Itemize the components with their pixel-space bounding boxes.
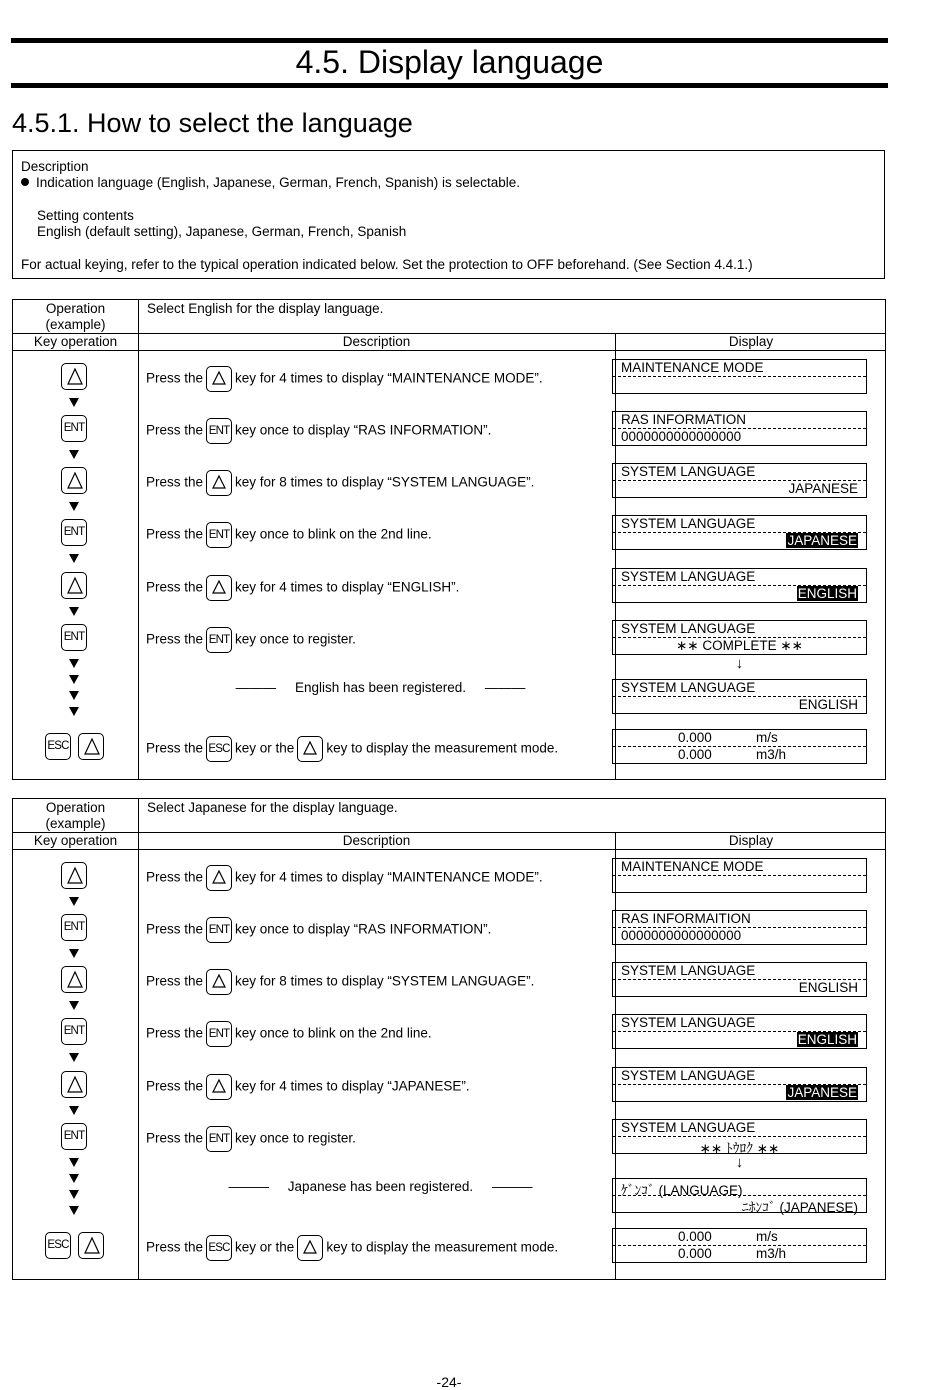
step-text: Press the — [146, 526, 204, 542]
lcd-measurement-display — [612, 1228, 867, 1263]
registered-message — [146, 680, 615, 695]
step-text: key or the — [235, 1239, 295, 1255]
step-text: Press the — [146, 1130, 204, 1146]
lcd-value: ENGLISH — [798, 697, 858, 712]
step-text: Press the — [146, 631, 204, 647]
step-description — [146, 366, 543, 392]
down-arrow-icon — [69, 1190, 79, 1199]
down-arrow-icon — [69, 607, 79, 616]
measured-unit: m3/h — [756, 1246, 787, 1261]
step-description — [146, 736, 558, 762]
up-key-icon — [61, 1071, 87, 1098]
measured-value: 0.000 — [678, 730, 712, 745]
lcd-transition-arrow: ↓ — [735, 1154, 744, 1171]
down-arrow-icon — [69, 707, 79, 716]
esc-key-icon: ESC — [45, 733, 71, 760]
inline-up-key-icon — [206, 366, 232, 392]
setting-heading: Setting contents — [37, 208, 134, 223]
down-arrow-icon — [69, 1053, 79, 1062]
lcd-line-2 — [799, 980, 858, 995]
lcd-line-2 — [786, 533, 858, 548]
lcd-value: ENGLISH — [798, 980, 858, 995]
inline-ent-key-icon: ENT — [206, 418, 232, 444]
step-text: Press the — [146, 740, 204, 756]
lcd-line-2 — [621, 928, 741, 943]
lcd-line-1: SYSTEM LANGUAGE — [621, 516, 756, 531]
down-arrow-icon — [69, 691, 79, 700]
key-operation-header: Key operation — [33, 334, 118, 349]
inline-ent-key-icon: ENT — [206, 917, 232, 943]
step-description — [146, 1021, 432, 1047]
lcd-value: ∗∗ COMPLETE ∗∗ — [675, 638, 803, 653]
lcd-line-2 — [799, 697, 858, 712]
down-arrow-icon — [69, 1174, 79, 1183]
description-bullet: Indication language (English, Japanese, German, French, Spanish) is selectable. — [21, 175, 520, 190]
step-text: key to display the measurement mode. — [326, 740, 559, 756]
step-text: ——— — [491, 1179, 533, 1194]
lcd-display — [612, 620, 867, 655]
lcd-value: JAPANESE — [788, 481, 858, 496]
step-text: key for 8 times to display “SYSTEM LANGUAGE”. — [235, 474, 535, 490]
lcd-line-1: SYSTEM LANGUAGE — [621, 1015, 756, 1030]
lcd-display — [612, 679, 867, 714]
ent-key-icon: ENT — [61, 415, 87, 442]
up-key-icon — [61, 467, 87, 494]
inline-ent-key-icon: ENT — [206, 1021, 232, 1047]
lcd-line-2 — [621, 429, 741, 444]
up-key-icon — [61, 966, 87, 993]
lcd-line-1: SYSTEM LANGUAGE — [621, 680, 756, 695]
step-text: key once to blink on the 2nd line. — [235, 1025, 432, 1041]
description-box — [12, 150, 885, 279]
measured-value: 0.000 — [678, 1246, 712, 1261]
step-text: ——— — [235, 680, 277, 695]
step-text: key once to register. — [235, 631, 356, 647]
inline-up-key-icon — [206, 470, 232, 496]
down-arrow-icon — [69, 949, 79, 958]
step-description — [146, 470, 534, 496]
display-header: Display — [728, 334, 774, 349]
down-arrow-icon — [69, 1001, 79, 1010]
lcd-line-1: ｹﾞﾝｺﾞ (LANGUAGE) — [621, 1183, 743, 1198]
inline-up-key-icon — [206, 575, 232, 601]
lcd-line-1: SYSTEM LANGUAGE — [621, 1120, 756, 1135]
step-text: Press the — [146, 370, 204, 386]
measured-value: 0.000 — [678, 1229, 712, 1244]
lcd-measurement-display — [612, 729, 867, 764]
lcd-value: 0000000000000000 — [621, 429, 742, 444]
key-operation-header: Key operation — [33, 833, 118, 848]
step-text: key for 8 times to display “SYSTEM LANGUAGE”. — [235, 973, 535, 989]
step-description — [146, 1074, 470, 1100]
lcd-display — [612, 1119, 867, 1154]
lcd-display — [612, 1014, 867, 1049]
title-underline-rule — [11, 83, 888, 88]
section-title: 4.5. Display language — [295, 44, 604, 80]
up-key-icon — [78, 1232, 104, 1259]
registered-message — [146, 1179, 615, 1194]
lcd-blinking-value: ENGLISH — [797, 586, 857, 601]
inline-up-key-icon — [206, 969, 232, 995]
step-text: Press the — [146, 1239, 204, 1255]
down-arrow-icon — [69, 502, 79, 511]
step-description — [146, 969, 534, 995]
operation-label: Operation (example) — [45, 800, 106, 831]
up-key-icon — [61, 572, 87, 599]
step-description — [146, 1235, 558, 1261]
lcd-line-2 — [742, 1196, 858, 1216]
operation-text: Select English for the display language. — [147, 301, 384, 316]
step-text: ——— — [228, 1179, 270, 1194]
step-text: Japanese has been registered. — [287, 1179, 474, 1194]
down-arrow-icon — [69, 897, 79, 906]
inline-ent-key-icon: ENT — [206, 627, 232, 653]
down-arrow-icon — [69, 398, 79, 407]
lcd-display — [612, 411, 867, 446]
ent-key-icon: ENT — [61, 1018, 87, 1045]
lcd-line-1: MAINTENANCE MODE — [621, 360, 764, 375]
lcd-line-2 — [797, 1032, 858, 1047]
step-text: Press the — [146, 921, 204, 937]
lcd-display — [612, 463, 867, 498]
step-text: Press the — [146, 422, 204, 438]
measured-value: 0.000 — [678, 747, 712, 762]
description-header: Description — [342, 334, 411, 349]
step-text: Press the — [146, 474, 204, 490]
lcd-line-1: MAINTENANCE MODE — [621, 859, 764, 874]
ent-key-icon: ENT — [61, 624, 87, 651]
step-text: Press the — [146, 579, 204, 595]
lcd-display — [612, 359, 867, 394]
up-key-icon — [78, 733, 104, 760]
step-text: Press the — [146, 1078, 204, 1094]
lcd-line-2 — [786, 1085, 858, 1100]
description-heading: Description — [21, 159, 89, 174]
step-text: English has been registered. — [294, 680, 467, 695]
down-arrow-icon — [69, 659, 79, 668]
lcd-value: ∗∗ ﾄｳﾛｸ ∗∗ — [699, 1141, 780, 1156]
lcd-line-1: RAS INFORMAITION — [621, 911, 751, 926]
down-arrow-icon — [69, 554, 79, 563]
operation-text: Select Japanese for the display language. — [147, 800, 398, 815]
inline-up-key-icon — [297, 736, 323, 762]
step-description — [146, 627, 356, 653]
inline-up-key-icon — [297, 1235, 323, 1261]
lcd-line-1: SYSTEM LANGUAGE — [621, 464, 756, 479]
inline-ent-key-icon: ENT — [206, 522, 232, 548]
display-header: Display — [728, 833, 774, 848]
lcd-blinking-value: JAPANESE — [787, 1085, 857, 1100]
description-note: For actual keying, refer to the typical operation indicated below. Set the protection to OFF beforehand. (See Section 4.4.1.) — [21, 257, 753, 272]
lcd-display — [612, 515, 867, 550]
inline-up-key-icon — [206, 1074, 232, 1100]
step-description — [146, 865, 543, 891]
up-key-icon — [61, 363, 87, 390]
step-description — [146, 1126, 356, 1152]
inline-up-key-icon — [206, 865, 232, 891]
measured-unit: m/s — [756, 1229, 778, 1244]
ent-key-icon: ENT — [61, 914, 87, 941]
lcd-display — [612, 962, 867, 997]
step-description — [146, 522, 432, 548]
step-text: key once to register. — [235, 1130, 356, 1146]
ent-key-icon: ENT — [61, 1123, 87, 1150]
lcd-display — [612, 568, 867, 603]
lcd-line-1: SYSTEM LANGUAGE — [621, 963, 756, 978]
step-description — [146, 575, 459, 601]
lcd-value: 0000000000000000 — [621, 928, 742, 943]
lcd-line-1: SYSTEM LANGUAGE — [621, 1068, 756, 1083]
step-text: key once to blink on the 2nd line. — [235, 526, 432, 542]
down-arrow-icon — [69, 450, 79, 459]
step-description — [146, 418, 491, 444]
step-text: Press the — [146, 1025, 204, 1041]
inline-ent-key-icon: ENT — [206, 1126, 232, 1152]
measured-unit: m/s — [756, 730, 778, 745]
up-key-icon — [61, 862, 87, 889]
lcd-value: ﾆﾎﾝｺﾞ (JAPANESE) — [741, 1200, 858, 1215]
step-description — [146, 917, 491, 943]
step-text: Press the — [146, 973, 204, 989]
lcd-line-2 — [788, 481, 858, 496]
step-text: key to display the measurement mode. — [326, 1239, 559, 1255]
step-text: key for 4 times to display “MAINTENANCE MODE”. — [235, 370, 543, 386]
lcd-display — [612, 910, 867, 945]
top-rule — [11, 38, 888, 43]
lcd-line-1: SYSTEM LANGUAGE — [621, 569, 756, 584]
step-text: key or the — [235, 740, 295, 756]
lcd-display — [612, 858, 867, 893]
setting-values: English (default setting), Japanese, German, French, Spanish — [37, 224, 407, 239]
description-header: Description — [342, 833, 411, 848]
inline-esc-key-icon: ESC — [206, 1235, 232, 1261]
lcd-blinking-value: JAPANESE — [787, 533, 857, 548]
subsection-title: 4.5.1. How to select the language — [12, 108, 413, 138]
measured-unit: m3/h — [756, 747, 787, 762]
bullet-icon — [21, 178, 29, 186]
step-text: key for 4 times to display “ENGLISH”. — [235, 579, 460, 595]
step-text: key once to display “RAS INFORMATION”. — [235, 921, 492, 937]
lcd-line-2 — [797, 586, 858, 601]
lcd-blinking-value: ENGLISH — [797, 1032, 857, 1047]
down-arrow-icon — [69, 1158, 79, 1167]
step-text: ——— — [484, 680, 526, 695]
inline-esc-key-icon: ESC — [206, 736, 232, 762]
lcd-display — [612, 1067, 867, 1102]
step-text: key once to display “RAS INFORMATION”. — [235, 422, 492, 438]
step-text: Press the — [146, 869, 204, 885]
esc-key-icon: ESC — [45, 1232, 71, 1259]
down-arrow-icon — [69, 1106, 79, 1115]
down-arrow-icon — [69, 1206, 79, 1215]
lcd-line-2 — [613, 638, 866, 654]
down-arrow-icon — [69, 675, 79, 684]
step-text: key for 4 times to display “MAINTENANCE MODE”. — [235, 869, 543, 885]
lcd-line-1: SYSTEM LANGUAGE — [621, 621, 756, 636]
step-text: key for 4 times to display “JAPANESE”. — [235, 1078, 470, 1094]
lcd-line-1: RAS INFORMATION — [621, 412, 747, 427]
ent-key-icon: ENT — [61, 519, 87, 546]
lcd-transition-arrow: ↓ — [735, 655, 744, 672]
page-number: -24- — [436, 1374, 462, 1390]
operation-label: Operation (example) — [45, 301, 106, 332]
lcd-display — [612, 1178, 867, 1213]
